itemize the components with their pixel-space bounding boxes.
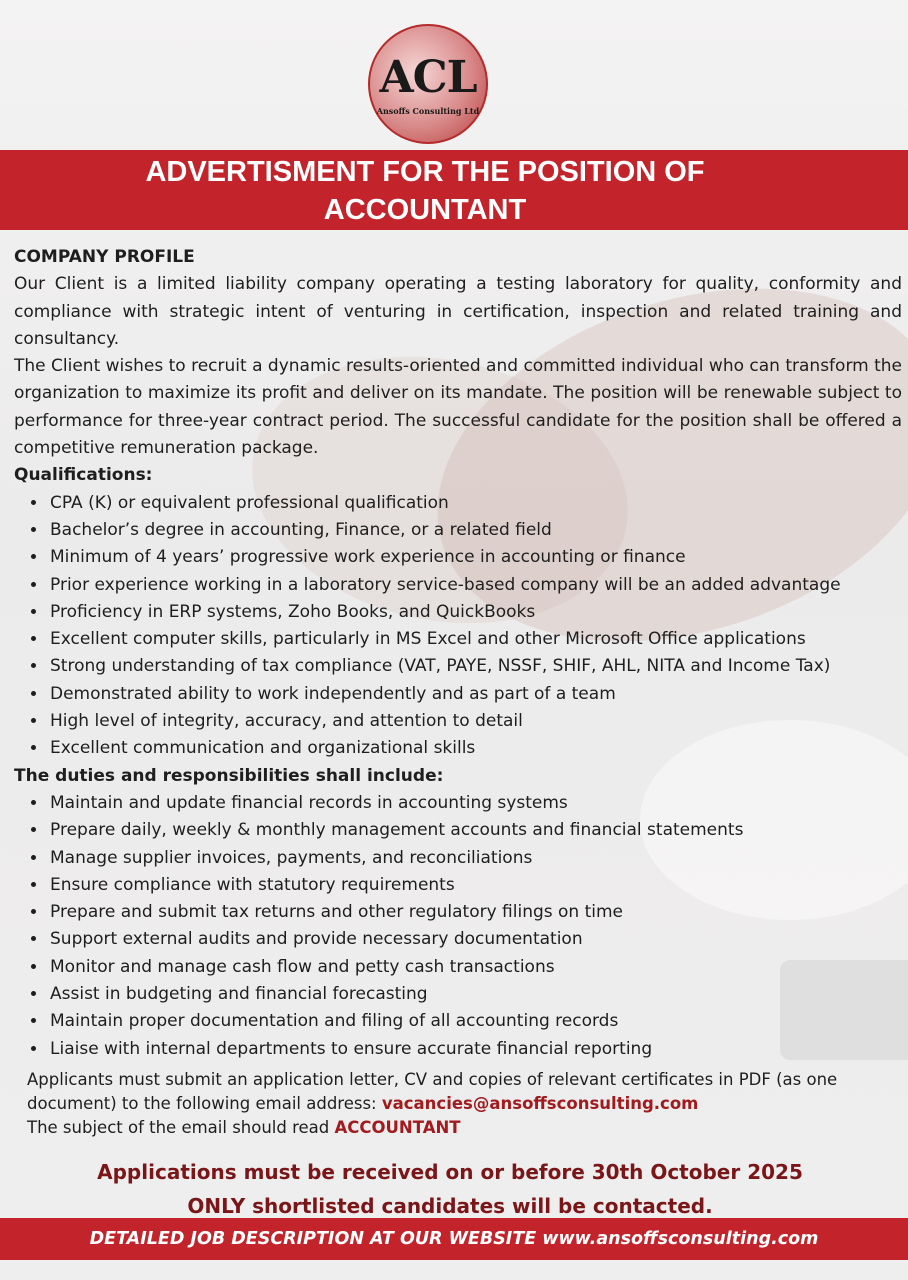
main-content	[14, 244, 902, 1063]
deadline-notice	[0, 1155, 900, 1223]
qualifications-list	[14, 490, 902, 763]
company-profile-heading: COMPANY PROFILE	[14, 247, 195, 267]
banner-title-line2: ACCOUNTANT	[323, 194, 527, 226]
list-item: • Strong understanding of tax compliance (VAT, PAYE, NSSF, SHIF, AHL, NITA and Income Tax)	[48, 653, 902, 680]
deadline-line1: Applications must be received on or before 30th October 2025	[97, 1160, 803, 1184]
duties-heading: The duties and responsibilities shall include:	[14, 765, 444, 786]
list-item: • Minimum of 4 years’ progressive work experience in accounting or finance	[48, 544, 902, 571]
list-item: • Demonstrated ability to work independently and as part of a team	[48, 681, 902, 708]
company-logo	[368, 24, 488, 144]
list-item: • Liaise with internal departments to ensure accurate financial reporting	[48, 1036, 902, 1063]
list-item: • Ensure compliance with statutory requirements	[48, 872, 902, 899]
footer-website-link[interactable]: DETAILED JOB DESCRIPTION AT OUR WEBSITE www.ansoffsconsulting.com	[89, 1229, 819, 1249]
list-item: • Assist in budgeting and financial forecasting	[48, 981, 902, 1008]
list-item: • Support external audits and provide necessary documentation	[48, 926, 902, 953]
banner-title-line1: ADVERTISMENT FOR THE POSITION OF	[145, 156, 705, 188]
application-instructions	[27, 1068, 893, 1140]
duties-list	[14, 790, 902, 1063]
list-item: • Maintain proper documentation and filing of all accounting records	[48, 1008, 902, 1035]
company-profile-paragraph-2: The Client wishes to recruit a dynamic results-oriented and committed individual who can transform the organization to maximize its profit and deliver on its mandate. The position will be renewable subject to performance for three-year contract period. The successful candidate for the position shall be offered a competitive remuneration package.	[14, 356, 902, 459]
list-item: • High level of integrity, accuracy, and attention to detail	[48, 708, 902, 735]
list-item: • Prepare daily, weekly & monthly management accounts and financial statements	[48, 817, 902, 844]
list-item: • Proficiency in ERP systems, Zoho Books, and QuickBooks	[48, 599, 902, 626]
list-item: • Monitor and manage cash flow and petty cash transactions	[48, 954, 902, 981]
application-body: Applicants must submit an application letter, CV and copies of relevant certificates in PDF (as one document) to the following email address:	[27, 1070, 838, 1113]
list-item: • Bachelor’s degree in accounting, Finance, or a related field	[48, 517, 902, 544]
subject-value: ACCOUNTANT	[334, 1118, 461, 1137]
list-item: • Prepare and submit tax returns and other regulatory filings on time	[48, 899, 902, 926]
logo-subtitle: Ansoffs Consulting Ltd	[376, 106, 480, 116]
application-email-link[interactable]: vacancies@ansoffsconsulting.com	[381, 1094, 699, 1113]
list-item: • Manage supplier invoices, payments, and reconciliations	[48, 845, 902, 872]
list-item: • Excellent computer skills, particularly in MS Excel and other Microsoft Office applications	[48, 626, 902, 653]
list-item: • Prior experience working in a laboratory service-based company will be an added advantage	[48, 572, 902, 599]
qualifications-heading: Qualifications:	[14, 465, 153, 486]
subject-text: The subject of the email should read	[27, 1118, 335, 1137]
title-banner	[0, 150, 908, 230]
company-profile-paragraph-1: Our Client is a limited liability company operating a testing laboratory for quality, conformity and compliance with strategic intent of venturing in certification, inspection and related training and consultancy.	[14, 274, 902, 349]
footer-banner	[0, 1218, 908, 1260]
list-item: • Maintain and update financial records in accounting systems	[48, 790, 902, 817]
deadline-line2: ONLY shortlisted candidates will be contacted.	[187, 1194, 713, 1218]
application-text	[27, 1068, 893, 1116]
logo-text: ACL	[379, 52, 477, 103]
subject-line	[27, 1116, 893, 1140]
list-item: • Excellent communication and organizational skills	[48, 735, 902, 762]
list-item: • CPA (K) or equivalent professional qualification	[48, 490, 902, 517]
